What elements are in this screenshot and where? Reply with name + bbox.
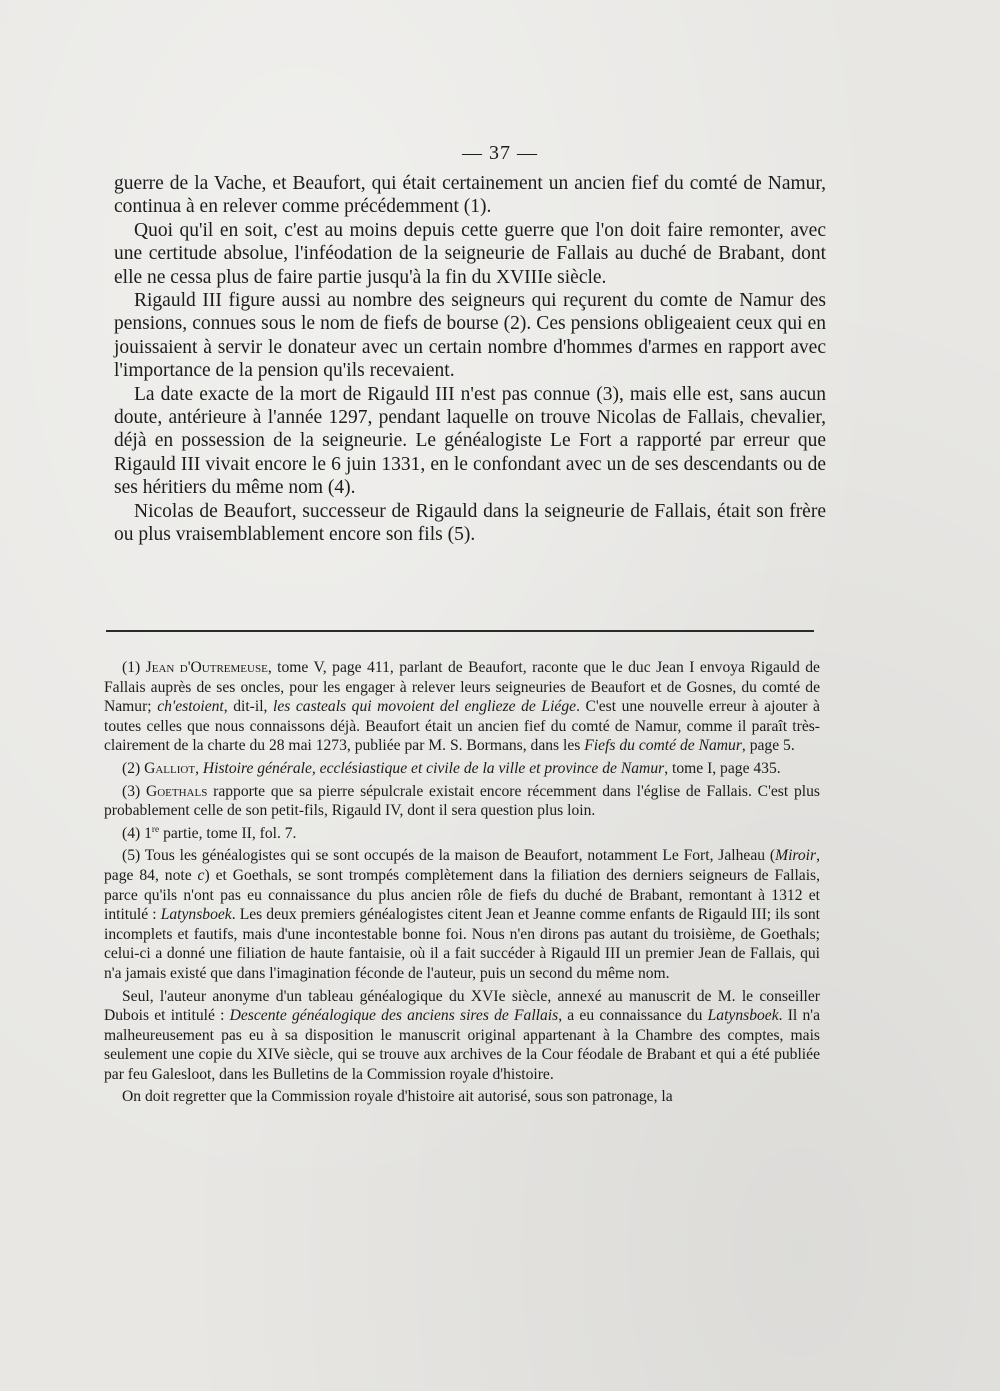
paragraph: guerre de la Vache, et Beaufort, qui était certainement un ancien fief du comté de Namur, continua à en relever comme précédemment (1). — [114, 173, 826, 218]
footnote-text: . Les deux premiers généalogistes citent Jean et Jeanne comme enfants de Rigauld III; ils sont incomplets et fautifs, mais d'une incontestable bonne foi. Nous n'en dirons pas autant du troisième, de Goethals; celui-ci a donné une filiation de haute fantaisie, où il a fait succéder à Rigauld III un premier Jean de Fallais, qui n'a jamais existé que dans l'imagination féconde de l'auteur, puis un second du même nom. — [104, 906, 820, 982]
footnote-text: , — [195, 759, 203, 777]
footnote-5 — [104, 846, 820, 983]
author-name: Galliot — [144, 759, 196, 777]
paragraph: La date exacte de la mort de Rigauld III n'est pas connue (3), mais elle est, sans aucun doute, antérieure à l'année 1297, pendant laquelle on trouve Nicolas de Fallais, chevalier, déjà en possession de la seigneurie. Le généalogiste Le Fort a rapporté par erreur que Rigauld III vivait encore le 6 juin 1331, en le confondant avec un de ses descendants ou de ses héritiers du même nom (4). — [114, 383, 826, 499]
footnote-5-continued — [104, 987, 820, 1085]
footnote-3 — [104, 782, 820, 821]
footnote-text: . C'est une nouvelle erreur à ajouter à toutes celles que nous connaissons déjà. Beaufort était un ancien fief du comté de Namur, comme il paraît très-clairement de la charte du 28 mai 1273, publiée par M. S. Bormans, dans les — [104, 698, 820, 755]
work-title: Latynsboek — [707, 1007, 779, 1025]
footnote-marker: (2) — [122, 759, 145, 777]
footnote-text: Seul, l'auteur anonyme d'un tableau généalogique du XVIe siècle, annexé au manuscrit de M. le conseiller Dubois et intitulé : — [104, 987, 820, 1025]
superscript: re — [151, 824, 160, 835]
footnote-text: , page 5. — [741, 737, 795, 755]
work-title: Histoire générale, ecclésiastique et civile de la ville et province de Namur — [202, 759, 665, 777]
footnote-text: , dit-il, — [223, 698, 273, 716]
footnote-separator — [106, 630, 814, 632]
quote: les casteals qui movoient del englieze de Liége — [273, 698, 577, 716]
footnote-4 — [104, 824, 820, 844]
work-title: Fiefs du comté de Namur — [584, 737, 742, 755]
footnote-text: , tome I, page 435. — [664, 759, 781, 777]
footnote-2 — [104, 759, 820, 779]
footnote-5-final: On doit regretter que la Commission royale d'histoire ait autorisé, sous son patronage, la — [122, 1088, 673, 1106]
work-title: Miroir — [775, 847, 817, 865]
footnote-text: ) et Goethals, se sont trompés complètement dans la filiation des derniers seigneurs de Fallais, parce qu'ils n'ont pas eu connaissance du plus ancien rôle de fiefs du duché de Brabant, remontant à 1312 et intitulé : — [104, 866, 820, 924]
author-name: Jean d'Outremeuse — [145, 659, 268, 676]
main-text — [114, 172, 826, 547]
footnotes — [104, 658, 820, 1110]
paragraph: Quoi qu'il en soit, c'est au moins depuis cette guerre que l'on doit faire remonter, avec une certitude absolue, l'inféodation de la seigneurie de Fallais au duché de Brabant, dont elle ne cessa plus de faire partie jusqu'à la fin du XVIIIe siècle. — [114, 219, 826, 288]
footnote-text: , tome V, page 411, parlant de Beaufort, raconte que le duc Jean I envoya Rigauld de Fallais auprès de ses oncles, pour les engager à relever leurs seigneuries de Beaufort et de Gosnes, du comté de Namur; — [104, 659, 820, 716]
paragraph: Rigauld III figure aussi au nombre des seigneurs qui reçurent du comte de Namur des pensions, connues sous le nom de fiefs de bourse (2). Ces pensions obligeaient ceux qui en jouissaient à servir le donateur avec un certain nombre d'hommes d'armes en rapport avec l'importance de la pension qu'ils recevaient. — [114, 290, 826, 382]
quote: ch'estoient — [157, 698, 224, 716]
footnote-text: rapporte que sa pierre sépulcrale existait encore récemment dans l'église de Fallais. C'est plus probablement celle de son petit-fils, Rigauld IV, dont il sera question plus loin. — [104, 782, 820, 820]
footnote-text: , a eu connaissance du — [558, 1007, 708, 1025]
note-letter: c — [197, 866, 205, 884]
footnote-marker: (1) — [122, 659, 146, 676]
footnote-text: , page 84, note — [104, 847, 820, 884]
paragraph: Nicolas de Beaufort, successeur de Rigauld dans la seigneurie de Fallais, était son frère ou plus vraisemblablement encore son fils (5). — [114, 500, 826, 546]
page-number: — 37 — — [462, 142, 538, 164]
footnote-marker: (3) — [122, 782, 146, 800]
author-name: Goethals — [145, 782, 208, 800]
footnote-text: . Il n'a malheureusement pas eu à sa disposition le manuscrit original appartenant à la Chambre des comptes, mais seulement une copie du XIVe siècle, qui se trouve aux archives de la Cour féodale de Brabant et qui a été publiée par feu Galesloot, dans les Bulletins de la Commission royale d'histoire. — [104, 1007, 820, 1083]
footnote-text: (5) Tous les généalogistes qui se sont occupés de la maison de Beaufort, notamment Le Fort, Jalheau ( — [122, 847, 776, 865]
footnote-text: partie, tome II, fol. 7. — [159, 824, 297, 842]
work-title: Latynsboek — [160, 906, 232, 924]
work-title: Descente généalogique des anciens sires de Fallais — [229, 1007, 559, 1025]
footnote-text: (4) 1 — [122, 824, 152, 842]
footnote-1 — [104, 658, 820, 756]
